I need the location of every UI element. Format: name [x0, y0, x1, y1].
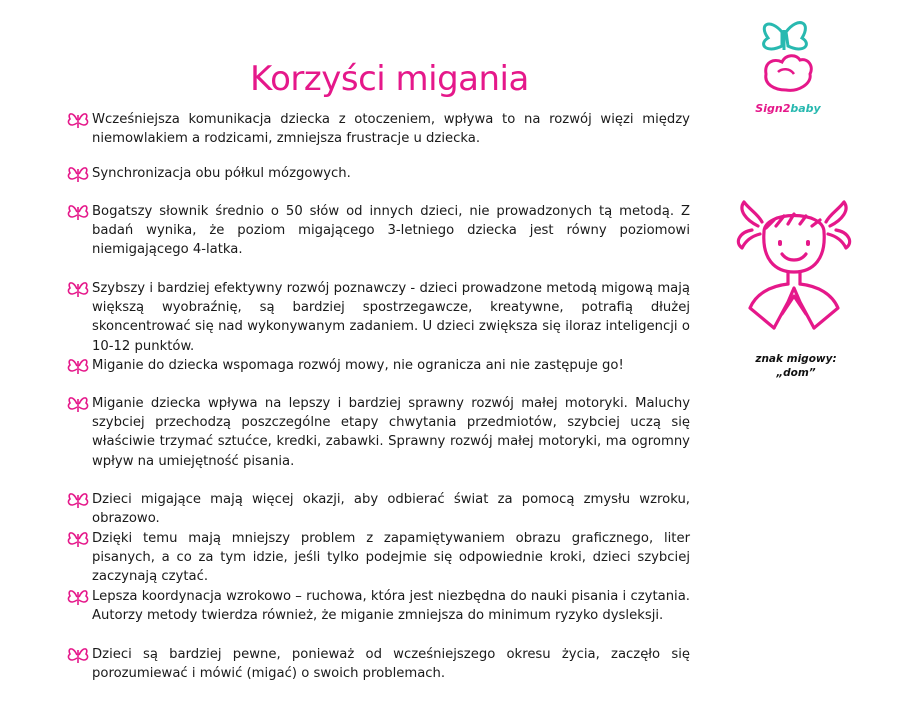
logo-text: Sign2baby	[755, 102, 821, 115]
caption-word: „dom”	[776, 367, 816, 379]
butterfly-icon	[66, 645, 92, 665]
butterfly-icon	[66, 164, 92, 184]
caption-label: znak migowy:	[755, 353, 837, 365]
butterfly-icon	[66, 279, 92, 299]
butterfly-hand-icon	[752, 14, 824, 102]
sign2baby-logo	[752, 14, 824, 118]
butterfly-icon	[66, 394, 92, 414]
item-text: Miganie do dziecka wspomaga rozwój mowy, nie ogranicza ani nie zastępuje go!	[92, 358, 624, 373]
list-item	[66, 110, 690, 164]
item-text: Dzieci migające mają więcej okazji, aby odbierać świat za pomocą zmysłu wzroku, obrazowo.	[92, 492, 690, 527]
sign-caption	[740, 352, 852, 380]
item-text: Dzieci są bardziej pewne, ponieważ od wcześniejszego okresu życia, zaczęło się porozumiewać i mówić (migać) o swoich problemach.	[92, 647, 690, 682]
list-item	[66, 279, 690, 356]
list-item	[66, 202, 690, 279]
item-text: Lepsza koordynacja wzrokowo – ruchowa, która jest niezbędna do nauki pisania i czytania. Autorzy metody twierdza również, że miganie zmniejsza do minimum ryzyko dysleksji.	[92, 589, 690, 624]
butterfly-icon	[66, 202, 92, 222]
item-text: Wcześniejsza komunikacja dziecka z otoczeniem, wpływa to na rozwój więzi między niemowlakiem a rodzicami, zmniejsza frustracje u dziecka.	[92, 112, 690, 147]
butterfly-icon	[66, 490, 92, 510]
list-item	[66, 356, 690, 394]
butterfly-icon	[66, 587, 92, 607]
butterfly-icon	[66, 529, 92, 549]
item-text: Bogatszy słownik średnio o 50 słów od innych dzieci, nie prowadzonych tą metodą. Z badań wynika, że poziom migającego 3-letniego dziecka jest równy poziomowi niemigającego 4-latka.	[92, 204, 690, 258]
list-item	[66, 645, 690, 685]
list-item	[66, 587, 690, 645]
list-item	[66, 394, 690, 490]
item-text: Synchronizacja obu półkul mózgowych.	[92, 166, 351, 181]
butterfly-icon	[66, 356, 92, 376]
item-text: Dzięki temu mają mniejszy problem z zapamiętywaniem obrazu graficznego, liter pisanych, a co za tym idzie, jeśli tylko podejmie się odpowiednie kroki, dzieci szybciej zaczynają czytać.	[92, 531, 690, 585]
list-item	[66, 164, 690, 202]
item-text: Miganie dziecka wpływa na lepszy i bardziej sprawny rozwój małej motoryki. Maluchy szybciej przechodzą poszczególne etapy chwytania przedmiotów, szybciej uczą się właściwie trzymać sztućce, kredki, zabawki. Sprawny rozwój małej motoryki, ma ogromny wpływ na umiejętność pisania.	[92, 396, 690, 469]
item-text: Szybszy i bardziej efektywny rozwój poznawczy - dzieci prowadzone metodą migową mają większą wyobraźnię, są bardziej spostrzegawcze, kreatywne, potrafią dłużej skoncentrować się nad wykonywanym zadaniem. U dzieci zwiększa się iloraz inteligencji o 10-12 punktów.	[92, 281, 690, 354]
girl-signing-illustration	[730, 192, 858, 342]
list-item	[66, 490, 690, 529]
benefits-list	[66, 110, 690, 685]
list-item	[66, 529, 690, 587]
butterfly-icon	[66, 110, 92, 130]
page-title: Korzyści migania	[250, 58, 529, 99]
